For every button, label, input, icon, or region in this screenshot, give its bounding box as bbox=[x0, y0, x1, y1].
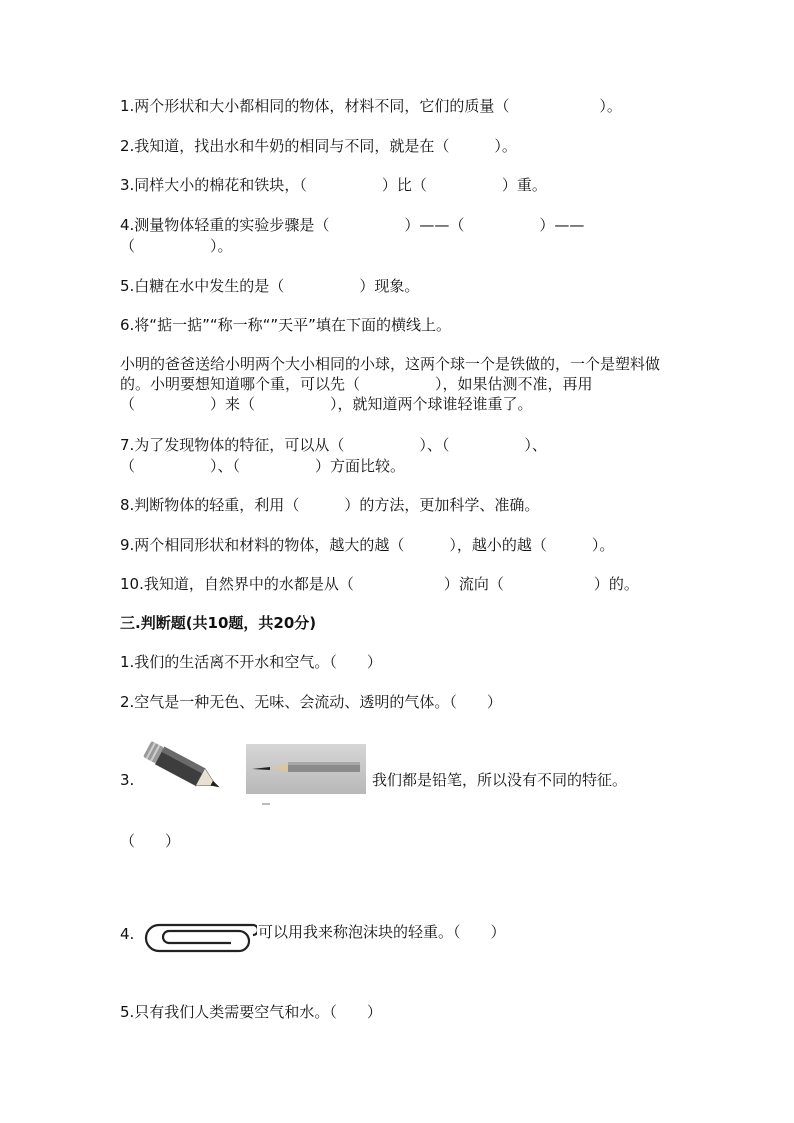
fill-q10: 10.我知道，自然界中的水都是从（ ）流向（ ）的。 bbox=[120, 575, 639, 593]
section-3-title: 三.判断题(共10题，共20分) bbox=[120, 614, 317, 632]
judge-q3-number: 3. bbox=[120, 771, 135, 789]
fill-q4-line2: （ ）。 bbox=[120, 237, 233, 255]
image-artifact bbox=[262, 803, 270, 805]
fill-q4-line1: 4.测量物体轻重的实验步骤是（ ）——（ ）—— bbox=[120, 216, 585, 234]
fill-q3: 3.同样大小的棉花和铁块，（ ）比（ ）重。 bbox=[120, 176, 547, 194]
pencil-icon bbox=[140, 740, 226, 798]
judge-q5: 5.只有我们人类需要空气和水。（ ） bbox=[120, 1003, 382, 1021]
judge-q4-number: 4. bbox=[120, 925, 135, 943]
fill-q5: 5.白糖在水中发生的是（ ）现象。 bbox=[120, 277, 420, 295]
fill-q6: 6.将“掂一掂”“称一称“”天平”填在下面的横线上。 bbox=[120, 316, 451, 334]
pencil-photo-drawing bbox=[246, 744, 366, 794]
paperclip-icon bbox=[141, 918, 257, 954]
judge-q2: 2.空气是一种无色、无味、会流动、透明的气体。（ ） bbox=[120, 693, 502, 711]
fill-q6-passage: 小明的爸爸送给小明两个大小相同的小球，这两个球一个是铁做的，一个是塑料做的。小明要想知道哪个重，可以先（ ），如果估测不准，再用（ ）来（ ），就知道两个球谁轻谁重了。 bbox=[120, 355, 661, 413]
fill-q7-line2: （ ）、（ ）方面比较。 bbox=[120, 457, 406, 475]
pencil-photo bbox=[246, 744, 366, 794]
fill-q2: 2.我知道，找出水和牛奶的相同与不同，就是在（ ）。 bbox=[120, 137, 517, 155]
judge-q3-text: 我们都是铅笔，所以没有不同的特征。 bbox=[372, 771, 628, 789]
fill-q9: 9.两个相同形状和材料的物体，越大的越（ ），越小的越（ ）。 bbox=[120, 536, 615, 554]
fill-q8: 8.判断物体的轻重，利用（ ）的方法，更加科学、准确。 bbox=[120, 496, 540, 514]
judge-q1: 1.我们的生活离不开水和空气。（ ） bbox=[120, 653, 382, 671]
fill-q7-line1: 7.为了发现物体的特征，可以从（ ）、（ ）、 bbox=[120, 436, 547, 454]
fill-q1: 1.两个形状和大小都相同的物体，材料不同，它们的质量（ ）。 bbox=[120, 97, 622, 115]
judge-q4-text: 可以用我来称泡沫块的轻重。（ ） bbox=[258, 923, 506, 941]
judge-q3-answer: （ ） bbox=[120, 832, 181, 850]
